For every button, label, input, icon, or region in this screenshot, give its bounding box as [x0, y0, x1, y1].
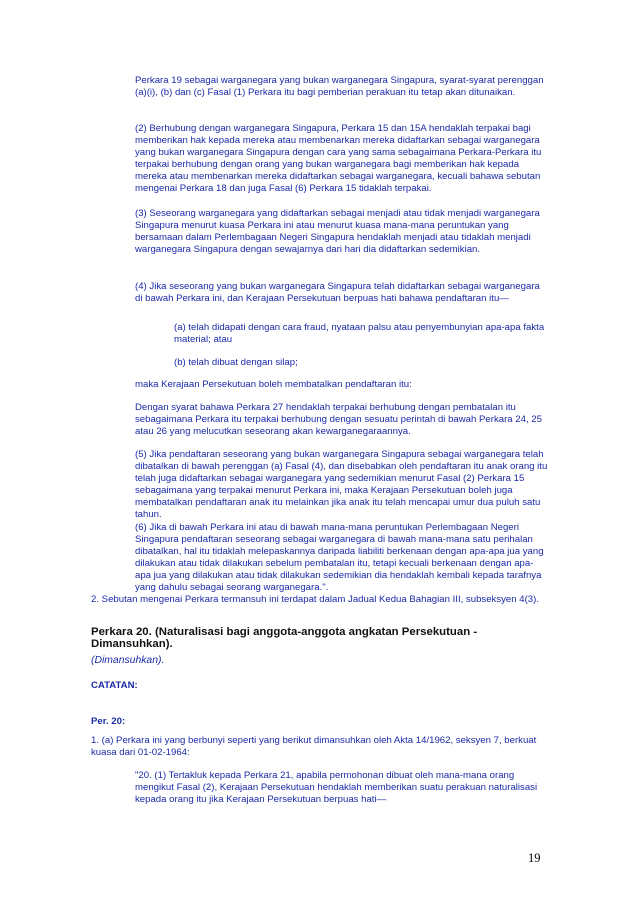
paragraph-clause-4a: (a) telah didapati dengan cara fraud, nyataan palsu atau penyembunyian apa-apa fakta material; atau	[174, 322, 545, 346]
paragraph-quoted-20: "20. (1) Tertakluk kepada Perkara 21, apabila permohonan dibuat oleh mana-mana orang mengikut Fasal (2), Kerajaan Persekutuan hendaklah memberikan suatu perakuan naturalisasi kepada orang itu jika Kerajaan Persekutuan berpuas hati—	[135, 770, 538, 806]
paragraph-clause-6: (6) Jika di bawah Perkara ini atau di bawah mana-mana peruntukan Perlembagaan Negeri Singapura pendaftaran seseorang sebagai warganegara di bawah mana-mana satu perihalan dibatalkan, hal itu tidaklah melepaskannya daripada liabiliti berkenaan dengan apa-apa jua yang dilakukan atau tidak dilakukan sebelum pembatalan itu, tetapi kecuali berkenaan dengan apa-apa jua yang dilakukan atau tidak dilakukan sedemikian dia hendaklah kembali kepada tarafnya yang dahulu sebagai seorang warganegara.".	[135, 522, 544, 594]
paragraph-clause-5: (5) Jika pendaftaran seseorang yang bukan warganegara Singapura sebagai warganegara telah dibatalkan di bawah perenggan (a) Fasal (4), dan disebabkan oleh pendaftaran itu anak orang itu telah juga didaftarkan sebagai warganegara yang sedemikian menurut Fasal (2) Perkara 15 sebagaimana yang terpakai menurut Perkara ini, maka Kerajaan Persekutuan boleh juga membatalkan pendaftaran anak itu melainkan jika anak itu telah mencapai umur dua puluh satu tahun.	[135, 449, 548, 521]
repealed-label: (Dimansuhkan).	[91, 655, 165, 666]
paragraph-clause-4: (4) Jika seseorang yang bukan warganegara Singapura telah didaftarkan sebagai warganegara di bawah Perkara ini, dan Kerajaan Persekutuan berpuas hati bahawa pendaftaran itu—	[135, 281, 540, 305]
paragraph-note-1: 1. (a) Perkara ini yang berbunyi seperti yang berikut dimansuhkan oleh Akta 14/1962, seksyen 7, berkuat kuasa dari 01-02-1964:	[91, 735, 537, 759]
paragraph-proviso: Dengan syarat bahawa Perkara 27 hendaklah terpakai berhubung dengan pembatalan itu sebagaimana Perkara itu terpakai berhubung dengan sesuatu perintah di bawah Perkara 24, 25 atau 26 yang melucutkan seseorang akan kewarganegaraannya.	[135, 402, 542, 438]
page-number: 19	[528, 851, 541, 865]
notes-label: CATATAN:	[91, 680, 138, 691]
paragraph-cancel: maka Kerajaan Persekutuan boleh membatalkan pendaftaran itu:	[135, 379, 412, 390]
section-heading: Perkara 20. (Naturalisasi bagi anggota-anggota angkatan Persekutuan - Dimansuhkan).	[91, 626, 478, 650]
paragraph-clause-2: (2) Berhubung dengan warganegara Singapura, Perkara 15 dan 15A hendaklah terpakai bagi memberikan hak kepada mereka atau membenarkan mereka didaftarkan sebagai warganegara yang bukan warganegara Singapura dengan cara yang sama sebagaimana Perkara-Perkara itu terpakai berhubung dengan orang yang bukan warganegara bagi memberikan hak kepada mereka atau membenarkan mereka didaftarkan sebagai warganegara, kecuali bahawa sebutan mengenai Perkara 18 dan juga Fasal (6) Perkara 15 tidaklah terpakai.	[135, 123, 542, 195]
paragraph-note-2: 2. Sebutan mengenai Perkara termansuh ini terdapat dalam Jadual Kedua Bahagian III, subseksyen 4(3).	[91, 594, 539, 605]
article-ref-label: Per. 20:	[91, 716, 126, 727]
paragraph-clause-3: (3) Seseorang warganegara yang didaftarkan sebagai menjadi atau tidak menjadi warganegara Singapura menurut kuasa Perkara ini atau menurut kuasa mana-mana peruntukan yang bersamaan dalam Perlembagaan Negeri Singapura hendaklah menjadi atau tidaklah menjadi warganegara Singapura dengan sewajarnya dari hari dia didaftarkan sedemikian.	[135, 208, 540, 256]
paragraph-1: Perkara 19 sebagai warganegara yang bukan warganegara Singapura, syarat-syarat perenggan (a)(i), (b) dan (c) Fasal (1) Perkara itu bagi pemberian perakuan itu tetap akan ditunaikan.	[135, 75, 544, 99]
paragraph-clause-4b: (b) telah dibuat dengan silap;	[174, 357, 298, 368]
